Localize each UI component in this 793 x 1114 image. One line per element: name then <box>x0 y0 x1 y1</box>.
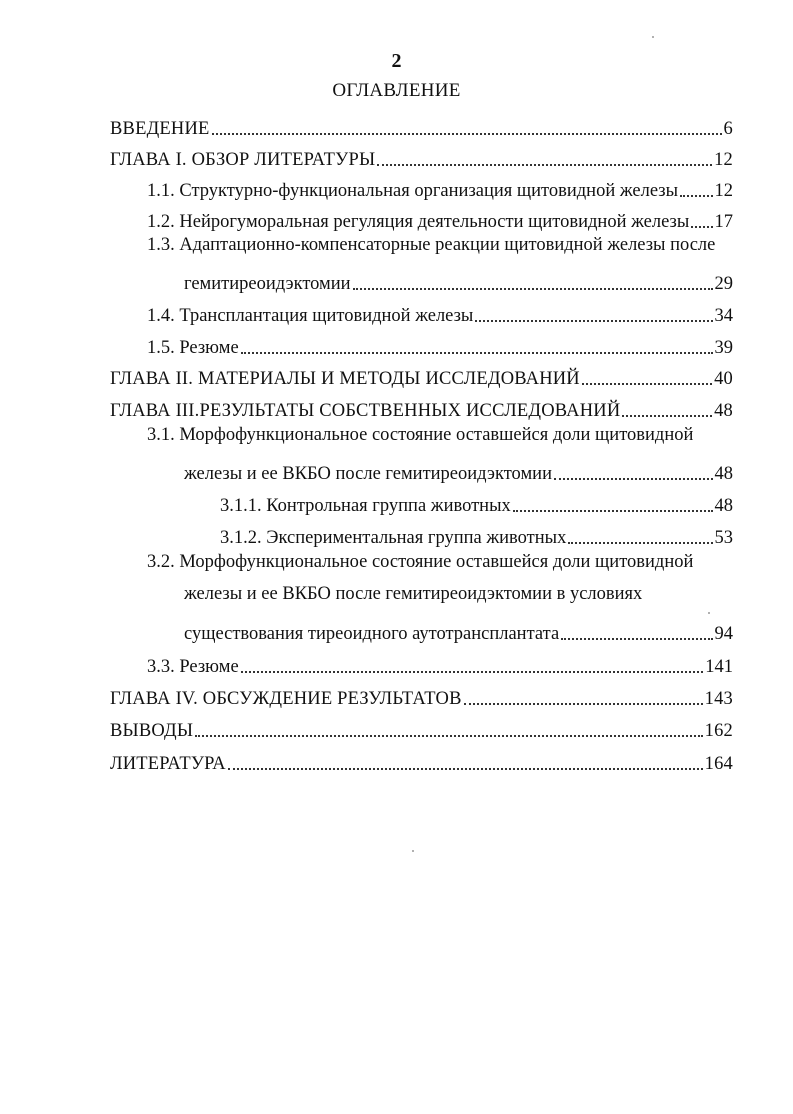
toc-entry-page: 39 <box>714 338 733 358</box>
dot-leader <box>475 320 712 322</box>
toc-entry-label-continued: железы и ее ВКБО после гемитиреоидэктомии в условиях <box>184 584 643 604</box>
toc-entry-label: ГЛАВА I. ОБЗОР ЛИТЕРАТУРЫ <box>110 150 376 170</box>
toc-entry-page: 94 <box>714 624 733 644</box>
toc-entry-page: 12 <box>714 181 733 201</box>
toc-entry-1-4[interactable] <box>147 297 733 327</box>
toc-entry-label: 1.4. Трансплантация щитовидной железы <box>147 306 474 326</box>
toc-title: ОГЛАВЛЕНИЕ <box>332 80 461 101</box>
toc-entry-label-continued: гемитиреоидэктомии <box>184 274 351 294</box>
dot-leader <box>228 768 703 770</box>
toc-entry-chapter-3[interactable] <box>110 392 733 422</box>
toc-entry-page: 12 <box>714 150 733 170</box>
dot-leader <box>353 288 713 290</box>
toc-entry-label: ГЛАВА II. МАТЕРИАЛЫ И МЕТОДЫ ИССЛЕДОВАНИЙ <box>110 369 580 389</box>
toc-entry-1-5[interactable] <box>147 329 733 359</box>
toc-entry-page: 17 <box>714 212 733 232</box>
toc-entry-label: 1.5. Резюме <box>147 338 239 358</box>
toc-entry-label: ГЛАВА IV. ОБСУЖДЕНИЕ РЕЗУЛЬТАТОВ <box>110 689 462 709</box>
toc-entry-1-3-line1[interactable] <box>147 234 733 264</box>
scan-speck <box>652 36 654 38</box>
toc-entry-1-3-line2[interactable] <box>184 265 733 295</box>
toc-entry-page: 48 <box>714 464 733 484</box>
toc-entry-conclusions[interactable] <box>110 712 733 742</box>
toc-entry-chapter-1[interactable] <box>110 141 733 171</box>
toc-entry-label-continued: железы и ее ВКБО после гемитиреоидэктомии <box>184 464 552 484</box>
toc-entry-page: 141 <box>705 657 733 677</box>
dot-leader <box>554 478 713 480</box>
toc-entry-page: 143 <box>704 689 733 709</box>
toc-entry-page: 53 <box>714 528 733 548</box>
toc-entry-page: 6 <box>723 119 733 139</box>
toc-entry-3-1-line2[interactable] <box>184 455 733 485</box>
toc-entry-page: 29 <box>714 274 733 294</box>
dot-leader <box>195 735 702 737</box>
toc-entry-3-1-2[interactable] <box>220 519 733 549</box>
toc-entry-page: 162 <box>704 721 733 741</box>
toc-entry-3-3[interactable] <box>147 648 733 678</box>
dot-leader <box>582 383 712 385</box>
scan-speck <box>412 850 414 852</box>
toc-entry-3-2-line3[interactable] <box>184 615 733 645</box>
toc-entry-1-2[interactable] <box>147 203 733 233</box>
toc-entry-label: ВЫВОДЫ <box>110 721 194 741</box>
toc-entry-label: 1.3. Адаптационно-компенсаторные реакции щитовидной железы после <box>147 235 716 255</box>
toc-entry-label: 1.2. Нейрогуморальная регуляция деятельности щитовидной железы <box>147 212 690 232</box>
dot-leader <box>691 226 712 228</box>
scan-speck <box>708 612 710 614</box>
toc-entry-3-2-line1[interactable] <box>147 551 733 581</box>
toc-entry-label: ЛИТЕРАТУРА <box>110 754 226 774</box>
dot-leader <box>568 542 712 544</box>
toc-entry-page: 164 <box>704 754 733 774</box>
dot-leader <box>377 164 712 166</box>
dot-leader <box>513 510 713 512</box>
toc-entry-page: 40 <box>714 369 733 389</box>
toc-entry-label: ВВЕДЕНИЕ <box>110 119 210 139</box>
toc-entry-label: 3.1.1. Контрольная группа животных <box>220 496 511 516</box>
toc-entry-3-1-1[interactable] <box>220 487 733 517</box>
dot-leader <box>241 671 704 673</box>
dot-leader <box>212 133 722 135</box>
page-number: 2 <box>391 50 402 72</box>
toc-entry-page: 48 <box>714 401 733 421</box>
toc-entry-label: 3.1. Морфофункциональное состояние оставшейся доли щитовидной <box>147 425 694 445</box>
toc-entry-label: 3.1.2. Экспериментальная группа животных <box>220 528 567 548</box>
toc-entry-label: 3.3. Резюме <box>147 657 239 677</box>
toc-entry-page: 34 <box>714 306 733 326</box>
toc-entry-page: 48 <box>714 496 733 516</box>
toc-entry-3-1-line1[interactable] <box>147 424 733 454</box>
toc-entry-introduction[interactable] <box>110 110 733 140</box>
dot-leader <box>622 415 712 417</box>
toc-entry-1-1[interactable] <box>147 172 733 202</box>
dot-leader <box>464 703 703 705</box>
toc-entry-label: 1.1. Структурно-функциональная организация щитовидной железы <box>147 181 679 201</box>
toc-entry-label-continued: существования тиреоидного аутотрансплантата <box>184 624 560 644</box>
toc-entry-chapter-4[interactable] <box>110 680 733 710</box>
dot-leader <box>561 638 712 640</box>
toc-entry-label: ГЛАВА III.РЕЗУЛЬТАТЫ СОБСТВЕННЫХ ИССЛЕДОВАНИЙ <box>110 401 621 421</box>
toc-entry-label: 3.2. Морфофункциональное состояние оставшейся доли щитовидной <box>147 552 694 572</box>
dot-leader <box>241 352 713 354</box>
toc-entry-chapter-2[interactable] <box>110 360 733 390</box>
toc-entry-3-2-line2[interactable] <box>184 583 733 613</box>
toc-entry-references[interactable] <box>110 745 733 775</box>
dot-leader <box>680 195 712 197</box>
